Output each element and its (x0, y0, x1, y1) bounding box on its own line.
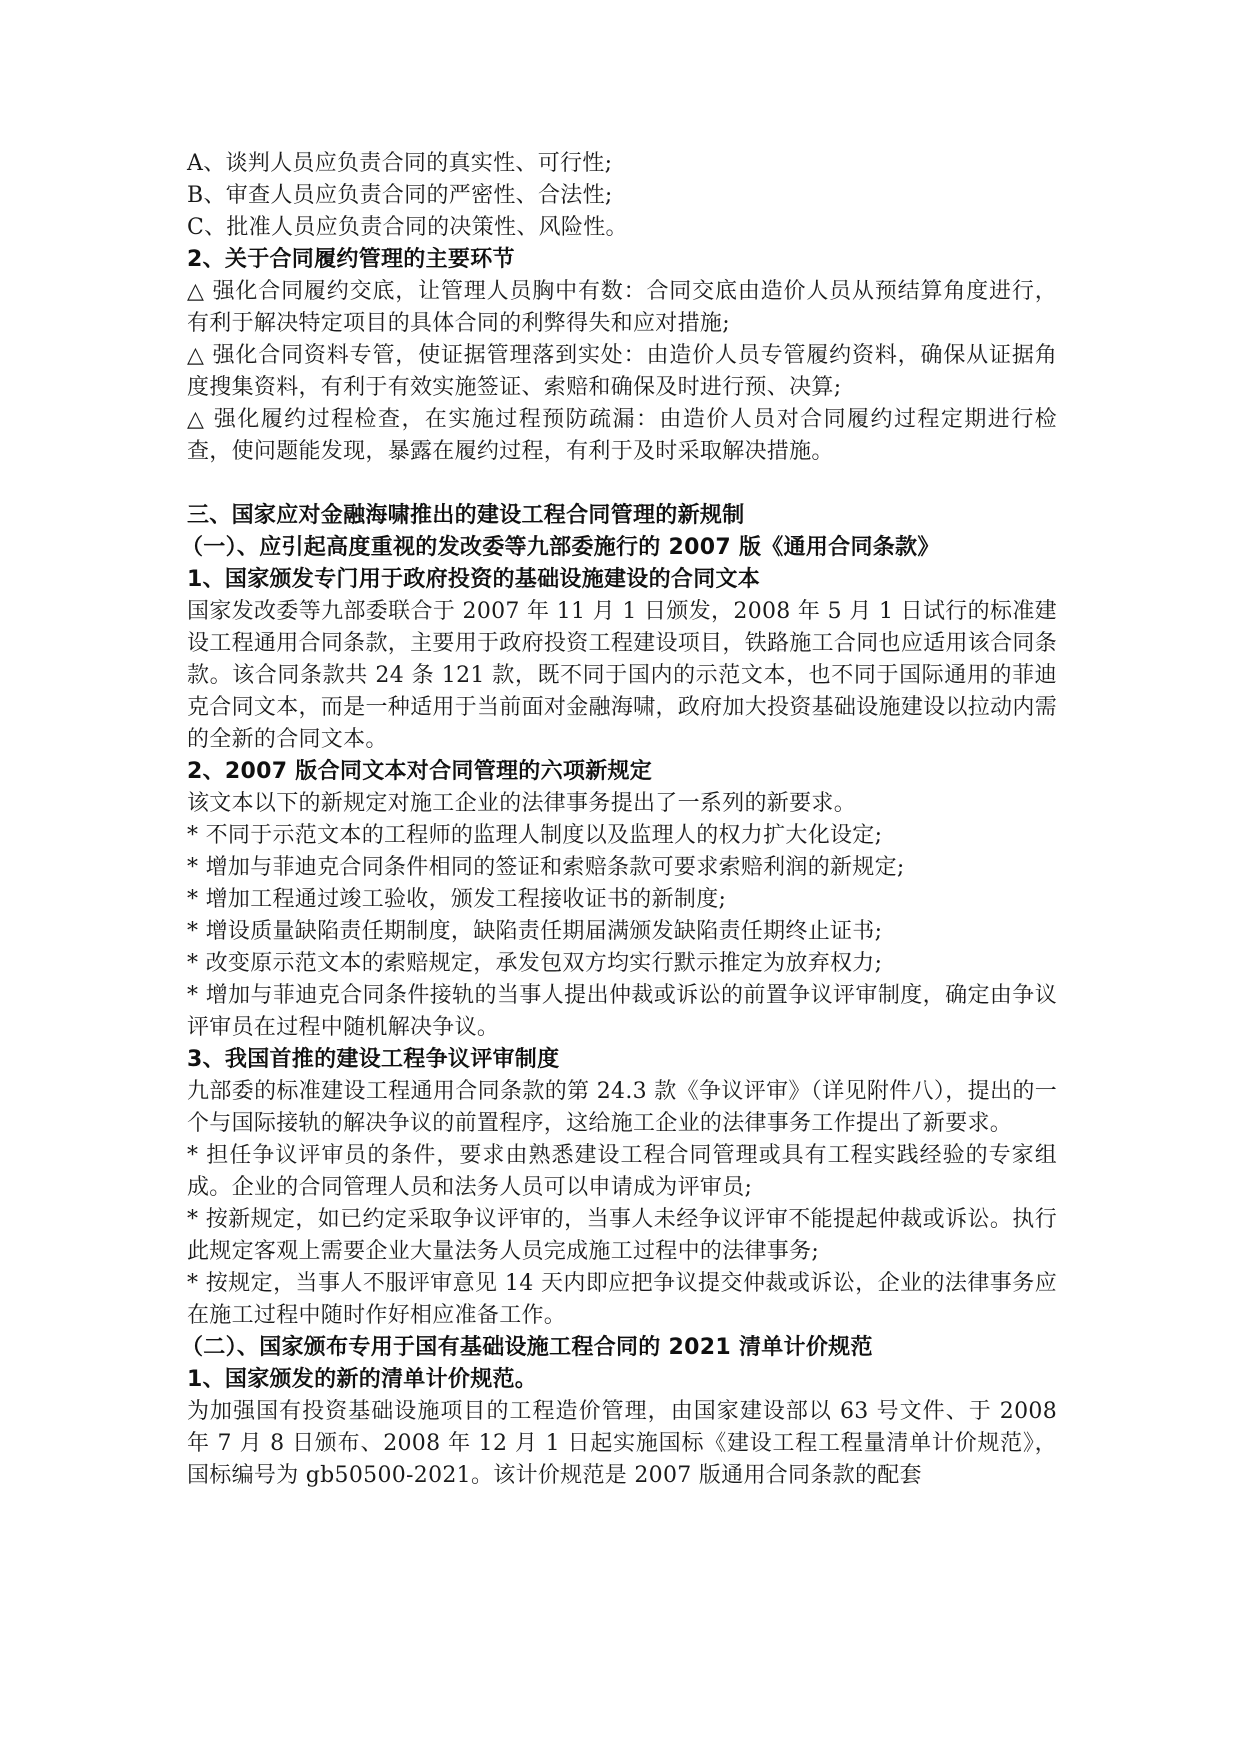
subsection-heading: （一）、应引起高度重视的发改委等九部委施行的 2007 版《通用合同条款》 (181, 535, 940, 560)
paragraph: △ 强化履约过程检查，在实施过程预防疏漏：由造价人员对合同履约过程定期进行检查，使问题能发现，暴露在履约过程，有利于及时采取解决措施。 (187, 407, 1057, 464)
spacer (187, 468, 1057, 500)
list-item-c: C、批准人员应负责合同的决策性、风险性。 (187, 215, 628, 240)
subsection-heading: （二）、国家颁布专用于国有基础设施工程合同的 2021 清单计价规范 (181, 1335, 873, 1360)
list-item: * 增加工程通过竣工验收，颁发工程接收证书的新制度; (187, 887, 727, 912)
paragraph: 为加强国有投资基础设施项目的工程造价管理，由国家建设部以 63 号文件、于 2008 年 7 月 8 日颁布、2008 年 12 月 1 日起实施国标《建设工程工程量清单计价规范》，国标编号为 gb50500-2021。该计价规范是 2007 版通用合同条款的配套 (187, 1399, 1057, 1488)
paragraph: 九部委的标准建设工程通用合同条款的第 24.3 款《争议评审》（详见附件八），提出的一个与国际接轨的解决争议的前置程序，这给施工企业的法律事务工作提出了新要求。 (187, 1079, 1057, 1136)
list-item: * 改变原示范文本的索赔规定，承发包双方均实行默示推定为放弃权力; (187, 951, 883, 976)
paragraph: 国家发改委等九部委联合于 2007 年 11 月 1 日颁发，2008 年 5 月 1 日试行的标准建设工程通用合同条款，主要用于政府投资工程建设项目，铁路施工合同也应适用该合同条款。该合同条款共 24 条 121 款，既不同于国内的示范文本，也不同于国际通用的菲迪克合同文本，而是一种适用于当前面对金融海啸，政府加大投资基础设施建设以拉动内需的全新的合同文本。 (187, 599, 1057, 752)
list-item: * 担任争议评审员的条件，要求由熟悉建设工程合同管理或具有工程实践经验的专家组成。企业的合同管理人员和法务人员可以申请成为评审员; (187, 1143, 1057, 1200)
chapter-heading: 三、国家应对金融海啸推出的建设工程合同管理的新规制 (187, 503, 745, 528)
list-item-b: B、审查人员应负责合同的严密性、合法性; (187, 183, 613, 208)
section-heading: 1、国家颁发专门用于政府投资的基础设施建设的合同文本 (187, 567, 761, 592)
section-heading: 2、2007 版合同文本对合同管理的六项新规定 (187, 759, 653, 784)
section-heading: 3、我国首推的建设工程争议评审制度 (187, 1047, 560, 1072)
list-item: * 增设质量缺陷责任期制度，缺陷责任期届满颁发缺陷责任期终止证书; (187, 919, 883, 944)
paragraph: 该文本以下的新规定对施工企业的法律事务提出了一系列的新要求。 (187, 791, 857, 816)
paragraph: △ 强化合同资料专管，使证据管理落到实处：由造价人员专管履约资料，确保从证据角度搜集资料，有利于有效实施签证、索赔和确保及时进行预、决算; (187, 343, 1057, 400)
section-heading: 1、国家颁发的新的清单计价规范。 (187, 1367, 538, 1392)
document-page (181, 148, 1057, 1492)
list-item: * 不同于示范文本的工程师的监理人制度以及监理人的权力扩大化设定; (187, 823, 883, 848)
list-item: * 按规定，当事人不服评审意见 14 天内即应把争议提交仲裁或诉讼，企业的法律事务应在施工过程中随时作好相应准备工作。 (187, 1271, 1057, 1328)
section-heading: 2、关于合同履约管理的主要环节 (187, 247, 515, 272)
list-item-a: A、谈判人员应负责合同的真实性、可行性; (187, 151, 613, 176)
list-item: * 增加与菲迪克合同条件接轨的当事人提出仲裁或诉讼的前置争议评审制度，确定由争议评审员在过程中随机解决争议。 (187, 983, 1057, 1040)
paragraph: △ 强化合同履约交底，让管理人员胸中有数：合同交底由造价人员从预结算角度进行，有利于解决特定项目的具体合同的利弊得失和应对措施; (187, 279, 1057, 336)
list-item: * 增加与菲迪克合同条件相同的签证和索赔条款可要求索赔利润的新规定; (187, 855, 905, 880)
list-item: * 按新规定，如已约定采取争议评审的，当事人未经争议评审不能提起仲裁或诉讼。执行此规定客观上需要企业大量法务人员完成施工过程中的法律事务; (187, 1207, 1057, 1264)
